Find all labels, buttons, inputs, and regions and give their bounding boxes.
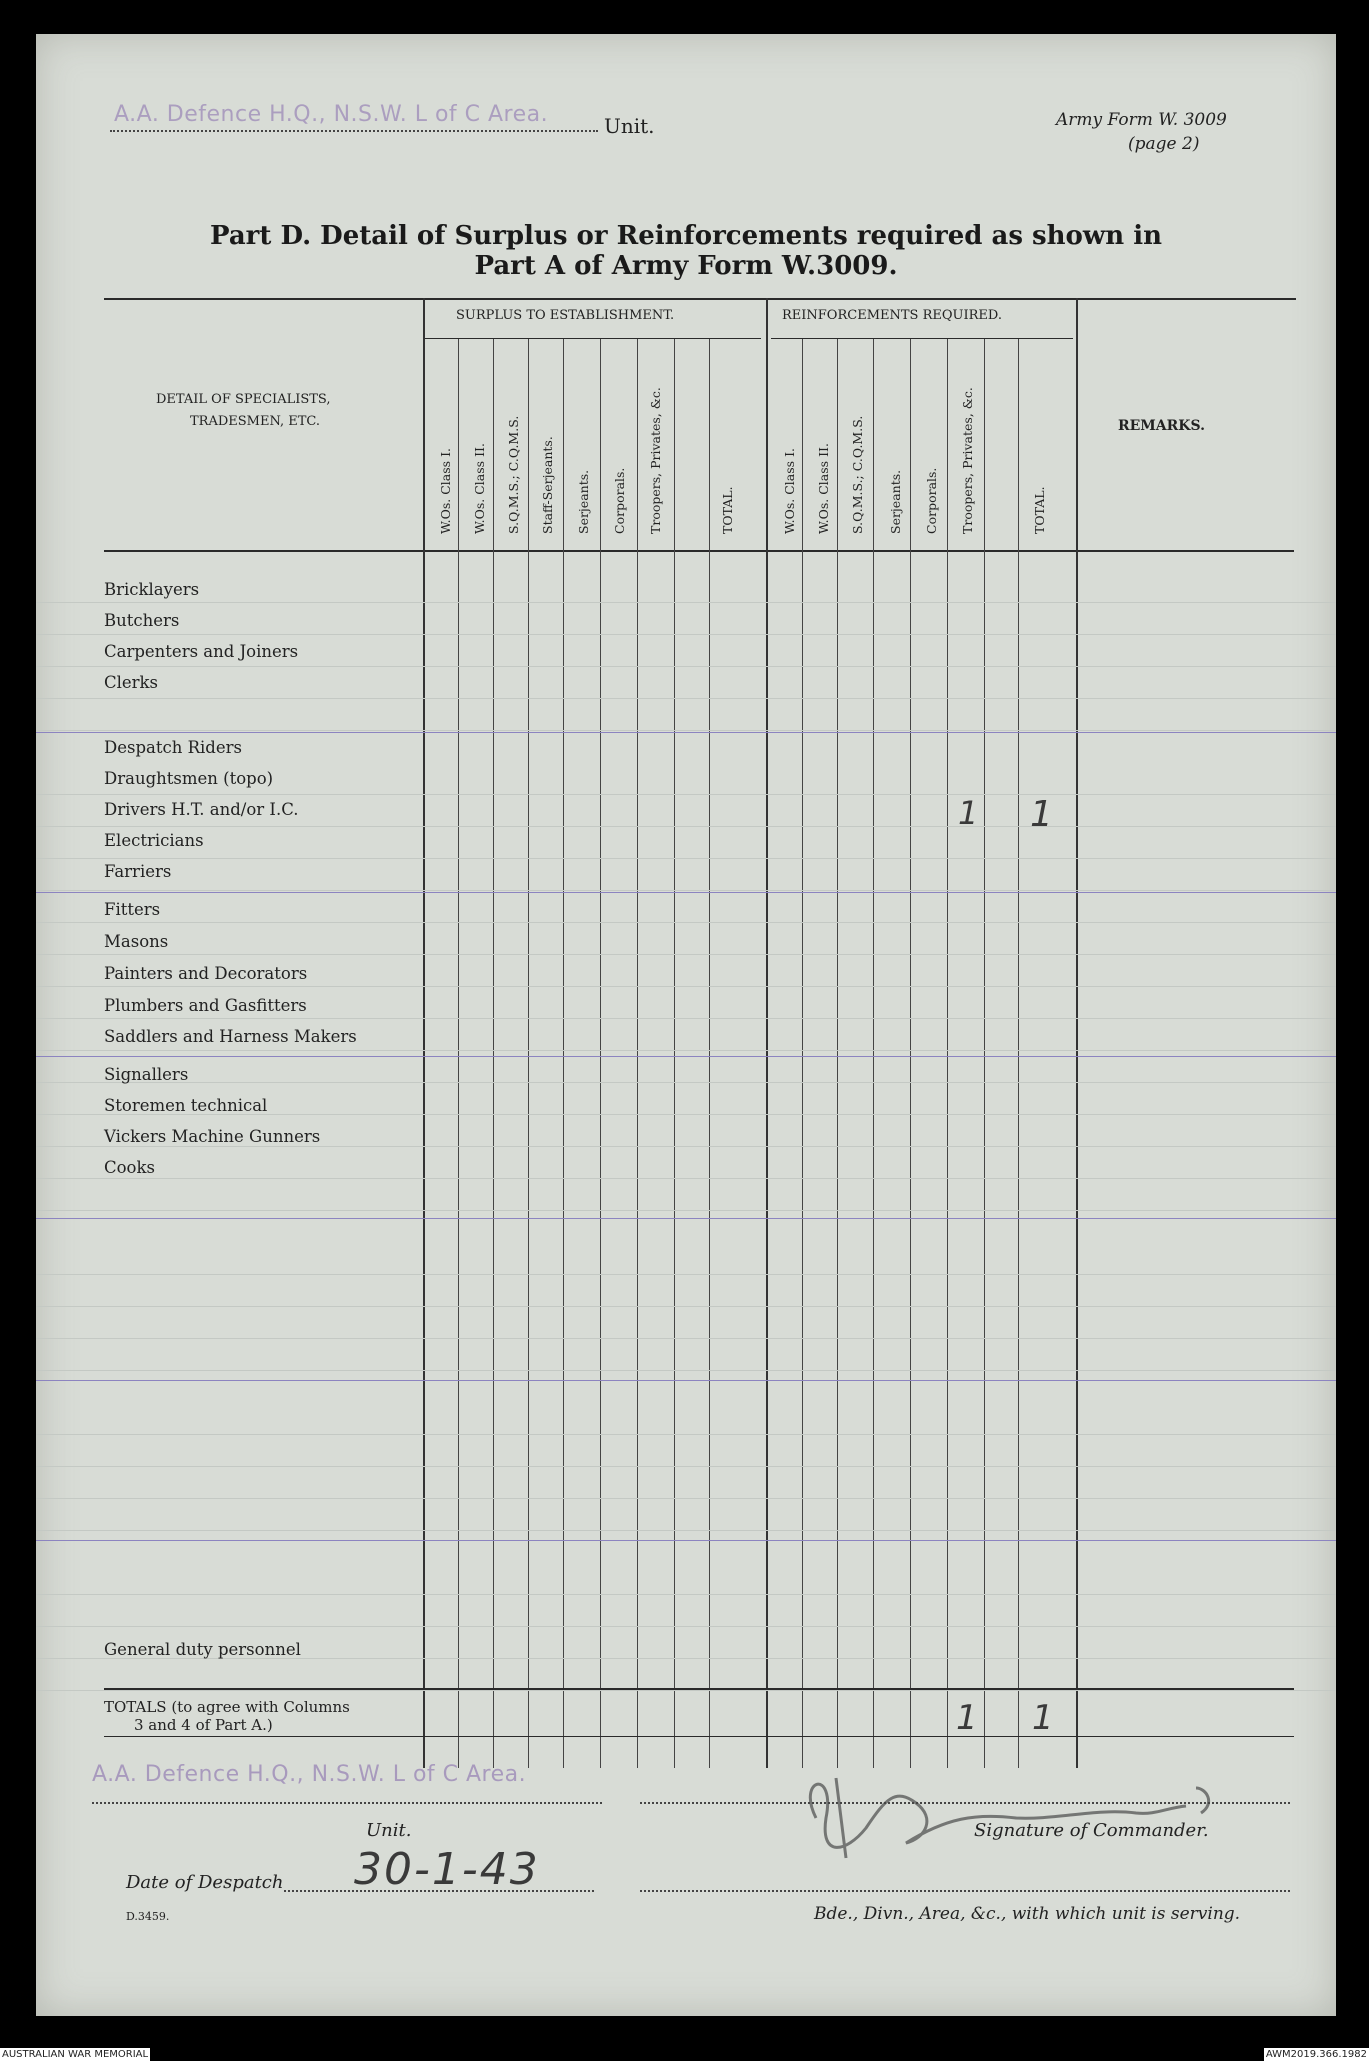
reinf-col-sqms: S.Q.M.S.; C.Q.M.S.	[850, 415, 865, 534]
surplus-col-serjeants: Serjeants.	[576, 469, 591, 534]
credit-right: AWM2019.366.1982	[1265, 2049, 1367, 2060]
ruled-line	[36, 1050, 1336, 1051]
totals-bottom-rule	[104, 1736, 1294, 1737]
remarks-header: REMARKS.	[1118, 418, 1205, 434]
ruled-line	[36, 1434, 1336, 1435]
ruled-line	[36, 1626, 1336, 1627]
section-divider	[36, 1218, 1336, 1219]
surplus-col-staff-serjeants: Staff-Serjeants.	[540, 436, 555, 534]
unit-label-bottom: Unit.	[366, 1820, 412, 1841]
row-label-cooks: Cooks	[104, 1158, 155, 1177]
reinf-col-wos2: W.Os. Class II.	[816, 443, 831, 534]
row-label-despatch-riders: Despatch Riders	[104, 738, 242, 757]
col-line	[493, 339, 494, 1768]
row-label-farriers: Farriers	[104, 862, 172, 881]
col-line	[1018, 339, 1019, 1768]
reinf-col-total: TOTAL.	[1032, 486, 1047, 534]
section-divider	[36, 892, 1336, 893]
subheader-rule-surplus	[423, 338, 761, 339]
row-label-vickers: Vickers Machine Gunners	[104, 1127, 321, 1146]
ruled-line	[36, 698, 1336, 699]
row-label-electricians: Electricians	[104, 831, 204, 850]
detail-header: DETAIL OF SPECIALISTS,	[156, 392, 331, 407]
date-value: 30-1-43	[354, 1844, 540, 1895]
reinf-col-wos1: W.Os. Class I.	[782, 448, 797, 534]
row-label-drivers: Drivers H.T. and/or I.C.	[104, 800, 299, 819]
row-label-storemen: Storemen technical	[104, 1096, 268, 1115]
credit-left: AUSTRALIAN WAR MEMORIAL	[2, 2049, 149, 2060]
row-label-signallers: Signallers	[104, 1065, 189, 1084]
reinf-col-serjeants: Serjeants.	[888, 469, 903, 534]
ruled-line	[36, 1178, 1336, 1179]
col-line	[423, 298, 425, 1768]
reinf-col-corporals: Corporals.	[924, 467, 939, 534]
form-reference: Army Form W. 3009	[1056, 110, 1227, 130]
ruled-line	[36, 826, 1336, 827]
col-line	[802, 339, 803, 1768]
ruled-line	[36, 730, 1336, 731]
totals-label-1: TOTALS (to agree with Columns	[104, 1698, 350, 1716]
signature-label: Signature of Commander.	[974, 1820, 1209, 1841]
ruled-line	[36, 1498, 1336, 1499]
bde-label: Bde., Divn., Area, &c., with which unit is serving.	[814, 1904, 1241, 1924]
unit-stamp-bottom: A.A. Defence H.Q., N.S.W. L of C Area.	[92, 1762, 527, 1787]
ruled-line	[36, 1274, 1336, 1275]
ruled-line	[36, 794, 1336, 795]
col-line	[600, 339, 601, 1768]
drivers-total-value: 1	[1030, 794, 1053, 835]
section-divider	[36, 1056, 1336, 1057]
col-line	[1076, 298, 1078, 1768]
section-divider	[36, 1540, 1336, 1541]
ruled-line	[36, 922, 1336, 923]
table-header-bottom-rule	[104, 550, 1294, 552]
ruled-line	[36, 954, 1336, 955]
col-line	[766, 298, 768, 1768]
col-line	[709, 339, 710, 1768]
surplus-col-sqms: S.Q.M.S.; C.Q.M.S.	[506, 415, 521, 534]
section-divider	[36, 1380, 1336, 1381]
surplus-col-wos1: W.Os. Class I.	[438, 448, 453, 534]
ruled-line	[36, 1690, 1336, 1691]
totals-top-rule	[104, 1688, 1294, 1690]
commander-signature	[776, 1758, 1296, 1868]
col-line	[947, 339, 948, 1768]
row-label-plumbers: Plumbers and Gasfitters	[104, 996, 307, 1015]
col-line	[873, 339, 874, 1768]
subheader-rule-reinf	[771, 338, 1073, 339]
unit-dotted-line-top	[110, 130, 598, 132]
surplus-col-troopers: Troopers, Privates, &c.	[648, 387, 663, 534]
unit-stamp-top: A.A. Defence H.Q., N.S.W. L of C Area.	[114, 102, 549, 127]
totals-total-value: 1	[1032, 1698, 1054, 1738]
surplus-col-wos2: W.Os. Class II.	[472, 443, 487, 534]
ruled-line	[36, 1018, 1336, 1019]
form-title-line-1: Part D. Detail of Surplus or Reinforcements required as shown in	[209, 221, 1163, 251]
ruled-line	[36, 1210, 1336, 1211]
col-line	[837, 339, 838, 1768]
ruled-line	[36, 1594, 1336, 1595]
row-label-masons: Masons	[104, 932, 169, 951]
reinforcements-header: REINFORCEMENTS REQUIRED.	[782, 308, 1002, 323]
ruled-line	[36, 602, 1336, 603]
ruled-line	[36, 1466, 1336, 1467]
col-line	[528, 339, 529, 1768]
row-label-butchers: Butchers	[104, 611, 180, 630]
ruled-line	[36, 1146, 1336, 1147]
form-sheet	[36, 34, 1336, 2016]
section-divider	[36, 732, 1336, 733]
form-code: D.3459.	[126, 1910, 170, 1923]
row-label-fitters: Fitters	[104, 900, 161, 919]
bde-dotted-line	[640, 1890, 1290, 1892]
row-label-draughtsmen: Draughtsmen (topo)	[104, 769, 274, 788]
ruled-line	[36, 1338, 1336, 1339]
drivers-troopers-value: 1	[958, 794, 979, 832]
ruled-line	[36, 986, 1336, 987]
col-line	[910, 339, 911, 1768]
ruled-line	[36, 1082, 1336, 1083]
col-line	[984, 339, 985, 1768]
ruled-line	[36, 634, 1336, 635]
signature-dotted-line	[640, 1802, 1290, 1804]
detail-header-2: TRADESMEN, ETC.	[190, 414, 321, 429]
unit-dotted-line-bottom	[92, 1802, 602, 1804]
form-title-line-2: Part A of Army Form W.3009.	[474, 251, 898, 281]
surplus-col-corporals: Corporals.	[612, 467, 627, 534]
row-label-clerks: Clerks	[104, 673, 159, 692]
totals-troopers-value: 1	[956, 1698, 978, 1738]
page-reference: (page 2)	[1128, 134, 1200, 154]
row-label-bricklayers: Bricklayers	[104, 580, 200, 599]
reinf-col-troopers: Troopers, Privates, &c.	[960, 387, 975, 534]
date-label: Date of Despatch	[126, 1872, 284, 1893]
ruled-line	[36, 858, 1336, 859]
row-label-painters: Painters and Decorators	[104, 964, 308, 983]
col-line	[674, 339, 675, 1768]
row-label-general-duty: General duty personnel	[104, 1640, 301, 1659]
unit-label-top: Unit.	[604, 114, 655, 138]
surplus-header: SURPLUS TO ESTABLISHMENT.	[456, 308, 675, 323]
surplus-col-total: TOTAL.	[720, 486, 735, 534]
totals-label-2: 3 and 4 of Part A.)	[134, 1716, 273, 1734]
row-label-carpenters: Carpenters and Joiners	[104, 642, 299, 661]
ruled-line	[36, 1370, 1336, 1371]
ruled-line	[36, 1306, 1336, 1307]
ruled-line	[36, 666, 1336, 667]
col-line	[637, 339, 638, 1768]
row-label-saddlers: Saddlers and Harness Makers	[104, 1027, 357, 1046]
ruled-line	[36, 1530, 1336, 1531]
col-line	[563, 339, 564, 1768]
ruled-line	[36, 890, 1336, 891]
table-top-rule	[104, 298, 1296, 300]
col-line	[458, 339, 459, 1768]
